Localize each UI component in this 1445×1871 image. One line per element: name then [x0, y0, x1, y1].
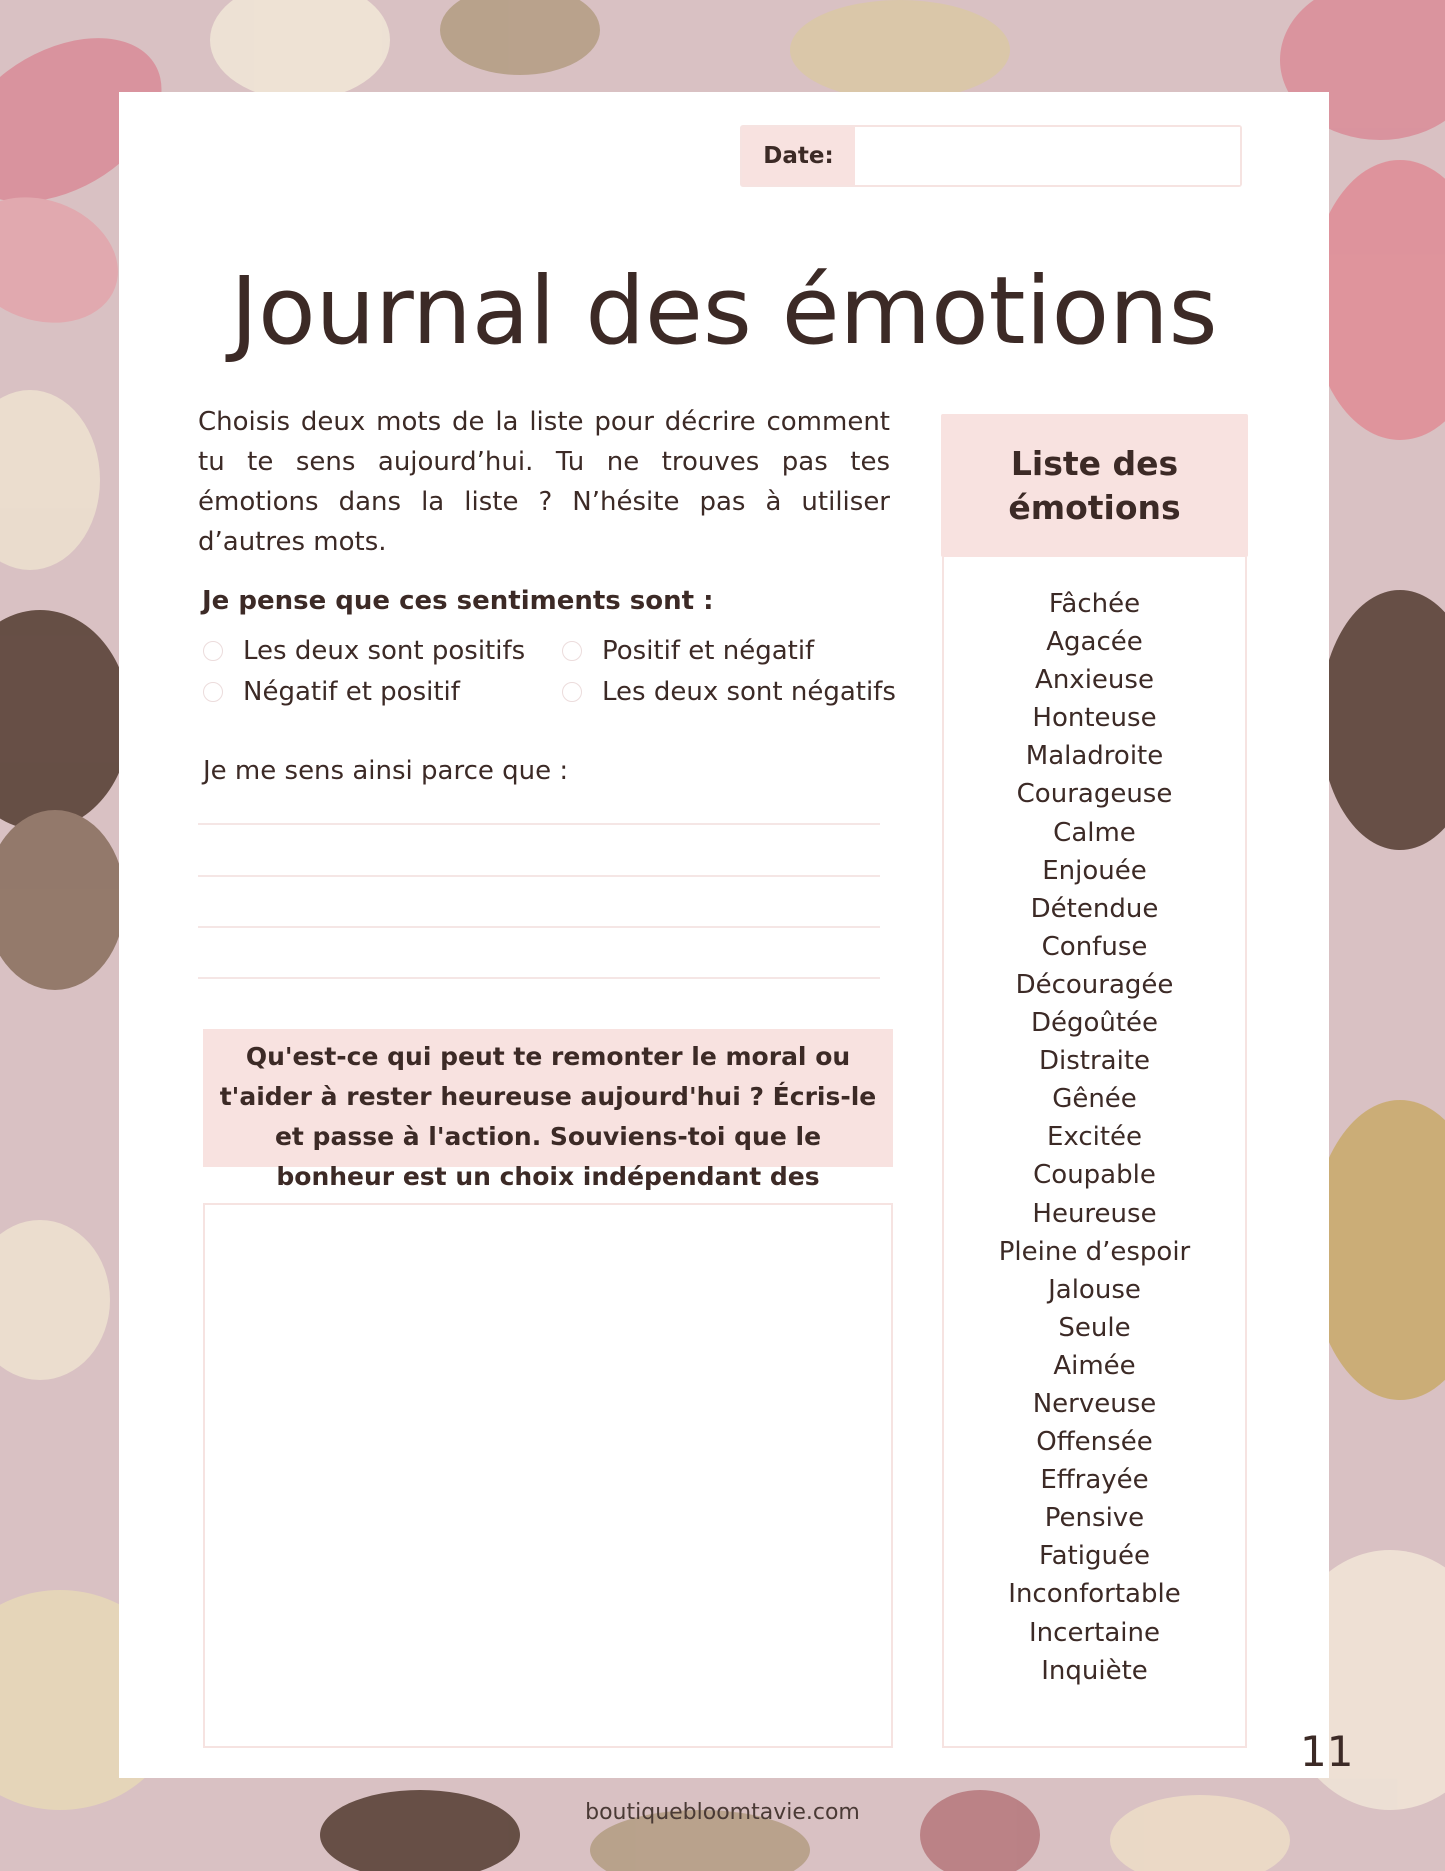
- writing-line[interactable]: [198, 875, 880, 877]
- emotion-item: Offensée: [1036, 1427, 1153, 1458]
- feelings-question: Je pense que ces sentiments sont :: [202, 586, 714, 616]
- emotion-item: Pensive: [1044, 1503, 1145, 1534]
- date-label: Date:: [742, 127, 855, 185]
- emotion-item: Inconfortable: [1008, 1579, 1181, 1610]
- emotion-item: Dégoûtée: [1030, 1008, 1159, 1039]
- intro-text: Choisis deux mots de la liste pour décrire comment tu te sens aujourd’hui. Tu ne trouves pas tes émotions dans la liste ? N’hésite pas à utiliser d’autres mots.: [198, 407, 890, 557]
- radio-icon[interactable]: [562, 641, 582, 661]
- emotion-item: Heureuse: [1032, 1198, 1157, 1229]
- option-both-positive[interactable]: [203, 636, 525, 666]
- reason-label: Je me sens ainsi parce que :: [203, 756, 569, 786]
- emotion-item: Agacée: [1046, 627, 1143, 658]
- option-label: Les deux sont négatifs: [602, 677, 896, 707]
- option-positive-negative[interactable]: [562, 636, 814, 666]
- emotion-list: [942, 585, 1247, 1690]
- emotion-item: Enjouée: [1042, 855, 1147, 886]
- emotion-item: Fâchée: [1048, 589, 1141, 619]
- emotion-item: Courageuse: [1016, 779, 1173, 810]
- happiness-prompt: Qu'est-ce qui peut te remonter le moral ou t'aider à rester heureuse aujourd'hui ? Écris-le et passe à l'action. Souviens-toi que le bonheur est un choix indépendant des: [203, 1029, 893, 1167]
- option-both-negative[interactable]: [562, 677, 896, 707]
- option-label: Positif et négatif: [602, 636, 815, 666]
- list-title-line1: Liste des: [1010, 443, 1179, 483]
- emotion-item: Anxieuse: [1035, 665, 1154, 696]
- radio-icon[interactable]: [203, 682, 223, 702]
- emotion-item: Découragée: [1015, 969, 1174, 1000]
- emotion-item: Nerveuse: [1032, 1388, 1157, 1419]
- writing-line[interactable]: [198, 823, 880, 825]
- journal-page: [119, 92, 1329, 1778]
- emotion-item: Excitée: [1046, 1122, 1143, 1153]
- option-label: Les deux sont positifs: [243, 636, 526, 666]
- option-negative-positive[interactable]: [203, 677, 460, 707]
- emotion-item: Seule: [1058, 1312, 1131, 1343]
- emotion-item: Détendue: [1030, 893, 1159, 924]
- writing-line[interactable]: [198, 926, 880, 928]
- emotion-item: Honteuse: [1032, 703, 1157, 734]
- date-input[interactable]: [855, 127, 1240, 185]
- emotion-item: Incertaine: [1029, 1617, 1160, 1648]
- emotion-item: Fatiguée: [1039, 1541, 1150, 1572]
- answer-box[interactable]: [203, 1203, 893, 1748]
- emotion-item: Confuse: [1041, 931, 1148, 962]
- radio-icon[interactable]: [203, 641, 223, 661]
- emotion-item: Coupable: [1033, 1160, 1156, 1191]
- emotion-item: Inquiète: [1041, 1655, 1148, 1686]
- emotion-item: Calme: [1053, 817, 1136, 848]
- emotion-item: Pleine d’espoir: [998, 1236, 1191, 1267]
- emotion-item: Jalouse: [1048, 1274, 1141, 1305]
- emotion-item: Maladroite: [1025, 741, 1164, 772]
- page-title: Journal des émotions: [230, 257, 1218, 366]
- emotion-list-header: [941, 414, 1248, 557]
- page-number: 11: [1300, 1727, 1354, 1776]
- radio-icon[interactable]: [562, 682, 582, 702]
- list-title-line2: émotions: [1008, 487, 1181, 527]
- date-box: [740, 125, 1242, 187]
- emotion-item: Distraite: [1038, 1046, 1151, 1077]
- option-label: Négatif et positif: [243, 677, 460, 707]
- writing-line[interactable]: [198, 977, 880, 979]
- emotion-item: Aimée: [1053, 1350, 1136, 1381]
- emotion-item: Gênée: [1052, 1084, 1137, 1115]
- emotion-item: Effrayée: [1040, 1465, 1149, 1496]
- footer-website: boutiquebloomtavie.com: [585, 1800, 860, 1825]
